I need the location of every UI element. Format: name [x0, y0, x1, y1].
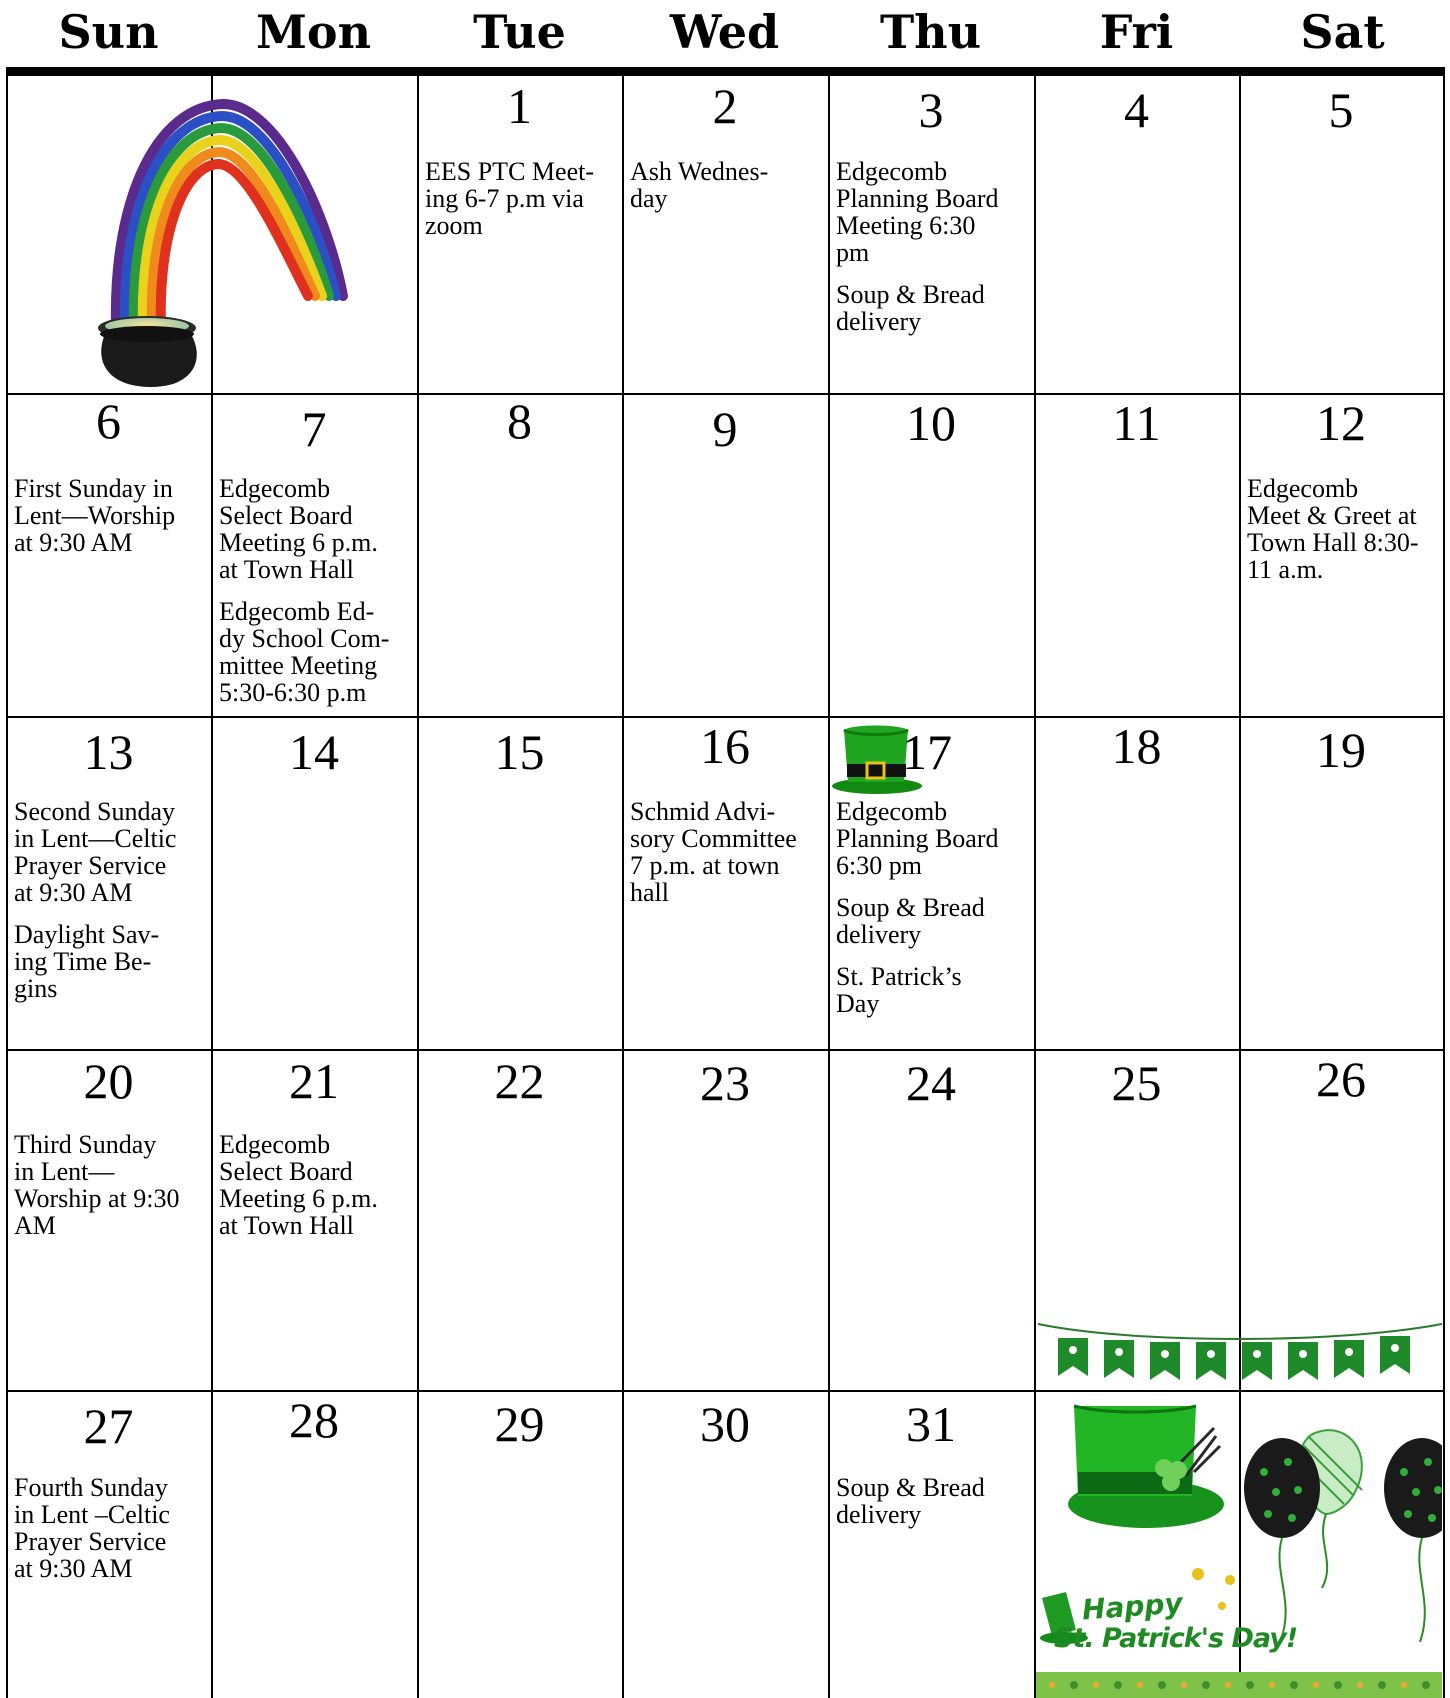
event-list	[219, 1131, 413, 1254]
st-patricks-artwork	[1036, 1392, 1442, 1698]
day-cell	[1239, 76, 1443, 393]
day-number: 6	[96, 393, 121, 449]
day-number: 29	[494, 1396, 545, 1452]
event-text: First Sunday in Lent—Worship at 9:30 AM	[14, 474, 176, 557]
day-number: 10	[906, 395, 956, 451]
day-cell	[828, 1049, 1034, 1390]
event-text: Ash Wednes- day	[630, 157, 769, 213]
day-cell	[417, 76, 622, 393]
weekday-sat: Sat	[1300, 5, 1385, 59]
event-text: Edgecomb Select Board Meeting 6 p.m. at Town Hall	[219, 474, 378, 584]
greeting-happy: Happy	[1080, 1586, 1184, 1627]
day-number: 8	[507, 393, 532, 449]
day-number: 17	[902, 724, 952, 780]
day-cell	[622, 716, 828, 1049]
day-number: 2	[712, 78, 738, 134]
weekday-wed: Wed	[669, 5, 780, 59]
day-number: 20	[83, 1053, 134, 1109]
day-number: 21	[289, 1053, 339, 1109]
event-list	[14, 1131, 207, 1254]
event-list	[14, 798, 207, 1017]
event-list	[219, 475, 413, 721]
event-text: Third Sunday in Lent— Worship at 9:30 AM	[14, 1130, 180, 1240]
day-cell	[1034, 393, 1239, 716]
event-text: Soup & Bread delivery	[836, 1473, 985, 1529]
day-cell	[211, 1390, 417, 1698]
event-text: Schmid Advi- sory Committee 7 p.m. at town hall	[630, 797, 797, 907]
day-number: 22	[494, 1053, 545, 1109]
day-number: 4	[1124, 82, 1149, 138]
weekday-mon: Mon	[255, 5, 372, 59]
event-text: Daylight Sav- ing Time Be- gins	[14, 920, 160, 1003]
day-number: 18	[1111, 718, 1162, 774]
event-text: Fourth Sunday in Lent –Celtic Prayer Service at 9:30 AM	[14, 1473, 170, 1583]
event-list	[630, 798, 824, 921]
day-cell	[1034, 76, 1239, 393]
event-text: Second Sunday in Lent—Celtic Prayer Service at 9:30 AM	[14, 797, 177, 907]
event-text: Edgecomb Meet & Greet at Town Hall 8:30- 11 a.m.	[1247, 474, 1419, 584]
event-list	[14, 1474, 207, 1597]
day-number: 14	[289, 724, 339, 780]
day-number: 26	[1316, 1051, 1366, 1107]
event-text: Edgecomb Select Board Meeting 6 p.m. at Town Hall	[219, 1130, 378, 1240]
event-list	[425, 158, 618, 254]
day-number: 27	[83, 1398, 134, 1454]
day-cell	[828, 76, 1034, 393]
day-cell	[622, 393, 828, 716]
day-number: 7	[301, 401, 327, 457]
event-list	[836, 798, 1030, 1032]
event-list	[836, 1474, 1030, 1543]
day-cell	[622, 1390, 828, 1698]
day-cell	[622, 76, 828, 393]
event-list	[836, 158, 1030, 350]
calendar-grid	[6, 76, 1445, 1698]
day-number: 13	[83, 724, 134, 780]
day-cell	[828, 1390, 1034, 1698]
day-number: 16	[700, 718, 750, 774]
weekday-sun: Sun	[58, 5, 159, 59]
day-number: 28	[289, 1392, 339, 1448]
event-text: St. Patrick’s Day	[836, 962, 962, 1018]
event-list	[14, 475, 207, 571]
day-cell	[1239, 393, 1443, 716]
day-cell	[417, 1390, 622, 1698]
day-number: 19	[1316, 722, 1366, 778]
event-list	[1247, 475, 1439, 598]
day-cell	[211, 716, 417, 1049]
rainbow-pot-decoration	[8, 76, 417, 393]
header-rule	[6, 67, 1445, 76]
event-text: Edgecomb Planning Board Meeting 6:30 pm	[836, 157, 999, 267]
day-number: 11	[1112, 395, 1161, 451]
weekday-thu: Thu	[879, 5, 982, 59]
day-number: 1	[507, 78, 532, 134]
day-cell	[417, 716, 622, 1049]
day-number: 25	[1111, 1055, 1162, 1111]
day-cell	[1034, 716, 1239, 1049]
day-cell	[211, 393, 417, 716]
day-cell	[6, 1049, 211, 1390]
day-cell	[828, 393, 1034, 716]
day-number: 30	[700, 1396, 750, 1452]
greeting-st-patricks-day: St. Patrick's Day!	[1054, 1623, 1298, 1654]
day-number: 23	[700, 1055, 750, 1111]
day-cell	[6, 716, 211, 1049]
shamrock-bunting-decoration	[1036, 1316, 1444, 1386]
grid-line	[1443, 76, 1445, 1698]
day-number: 9	[712, 401, 738, 457]
day-number: 31	[906, 1396, 956, 1452]
day-cell	[828, 716, 1034, 1049]
day-number: 3	[918, 82, 944, 138]
day-number: 12	[1316, 395, 1366, 451]
day-cell	[1239, 716, 1443, 1049]
event-list	[630, 158, 824, 227]
day-number: 5	[1328, 82, 1354, 138]
weekday-fri: Fri	[1099, 5, 1174, 59]
day-cell	[6, 393, 211, 716]
event-text: EES PTC Meet- ing 6-7 p.m via zoom	[425, 157, 594, 240]
event-text: Edgecomb Planning Board 6:30 pm	[836, 797, 999, 880]
day-cell	[6, 1390, 211, 1698]
weekday-header	[0, 0, 1450, 70]
day-number: 24	[906, 1055, 956, 1111]
event-text: Soup & Bread delivery	[836, 893, 985, 949]
event-text: Edgecomb Ed- dy School Com- mittee Meeting 5:30-6:30 p.m	[219, 597, 390, 707]
day-cell	[417, 1049, 622, 1390]
day-cell	[211, 1049, 417, 1390]
day-cell	[622, 1049, 828, 1390]
day-cell	[417, 393, 622, 716]
weekday-tue: Tue	[473, 5, 566, 59]
event-text: Soup & Bread delivery	[836, 280, 985, 336]
day-number: 15	[494, 724, 545, 780]
